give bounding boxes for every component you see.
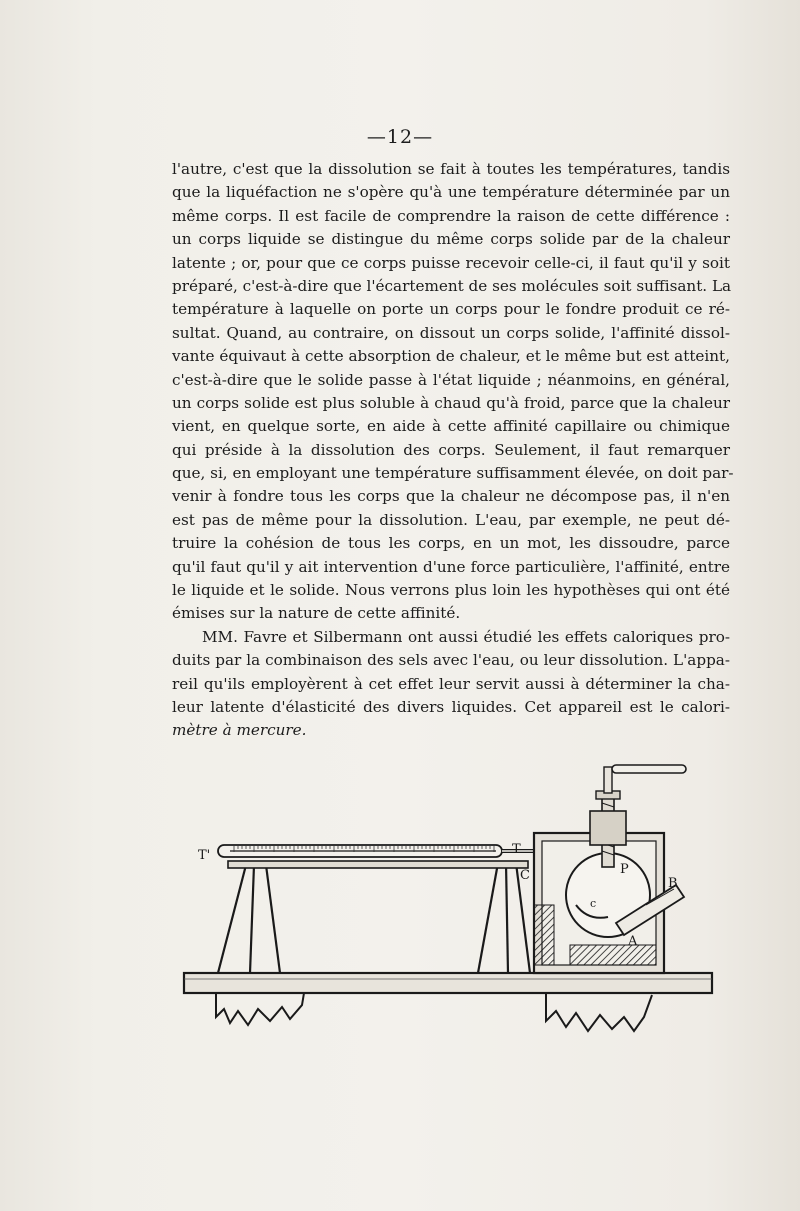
graduated-tube <box>218 845 502 857</box>
right-support <box>546 993 652 1031</box>
text-line: même corps. Il est facile de comprendre la raison de cette différence : <box>172 206 730 225</box>
text-line: vient, en quelque sorte, en aide à cette affinité capillaire ou chimique <box>172 417 730 436</box>
page-number: —12— <box>366 126 434 148</box>
paragraph-2 <box>172 626 730 743</box>
base-board <box>184 973 712 993</box>
text-line: qu'il faut qu'il y ait intervention d'une force particulière, l'affinité, entre <box>172 557 730 576</box>
text-line: température à laquelle on porte un corps pour le fondre produit ce ré- <box>172 300 730 319</box>
text-line: duits par la combinaison des sels avec l'eau, ou leur dissolution. L'appa- <box>172 651 730 670</box>
calorimeter-figure <box>178 755 718 1055</box>
text-line: reil qu'ils employèrent à cet effet leur servit aussi à déterminer la cha- <box>172 674 730 693</box>
text-line: sultat. Quand, au contraire, on dissout un corps solide, l'affinité dissol- <box>172 323 730 342</box>
text-line: leur latente d'élasticité des divers liquides. Cet appareil est le calori- <box>172 697 730 716</box>
text-line: MM. Favre et Silbermann ont aussi étudié les effets caloriques pro- <box>202 627 730 646</box>
text-line: que la liquéfaction ne s'opère qu'à une température déterminée par un <box>172 183 730 202</box>
text-line: un corps solide est plus soluble à chaud qu'à froid, parce que la chaleur <box>172 393 730 412</box>
text-line: l'autre, c'est que la dissolution se fait à toutes les températures, tandis <box>172 160 730 178</box>
text-line: émises sur la nature de cette affinité. <box>172 604 461 623</box>
label-c-upper: C <box>520 868 530 883</box>
text-line: vante équivaut à cette absorption de chaleur, et le même but est atteint, <box>172 347 730 366</box>
text-line: qui préside à la dissolution des corps. Seulement, il faut remarquer <box>172 440 730 459</box>
support-rail <box>228 861 528 868</box>
body-text <box>172 158 734 743</box>
text-line: un corps liquide se distingue du même corps solide par de la chaleur <box>172 230 730 249</box>
label-a: A <box>628 934 638 949</box>
label-b: B <box>668 876 678 891</box>
calorimeter-drawing <box>178 755 718 1055</box>
text-line: latente ; or, pour que ce corps puisse recevoir celle-ci, il faut qu'il y soit <box>172 253 730 272</box>
paragraph-1 <box>172 158 734 626</box>
left-support <box>216 993 304 1025</box>
label-t: T <box>512 842 521 857</box>
label-t-prime: T' <box>198 848 211 863</box>
text-line: le liquide et le solide. Nous verrons plus loin les hypothèses qui ont été <box>172 581 730 600</box>
text-line: venir à fondre tous les corps que la chaleur ne décompose pas, il n'en <box>172 487 730 506</box>
text-line: que, si, en employant une température suffisamment élevée, on doit par- <box>172 464 734 483</box>
text-line: c'est-à-dire que le solide passe à l'état liquide ; néanmoins, en général, <box>172 370 730 389</box>
text-line: truire la cohésion de tous les corps, en un mot, les dissoudre, parce <box>172 534 730 553</box>
text-line: préparé, c'est-à-dire que l'écartement de ses molécules soit suffisant. La <box>172 276 732 295</box>
text-line: est pas de même pour la dissolution. L'eau, par exemple, ne peut dé- <box>172 510 730 529</box>
tripod-stand <box>218 863 530 973</box>
text-line: mètre à mercure. <box>172 721 307 740</box>
label-c-lower: c <box>590 897 597 910</box>
label-p: P <box>620 862 629 877</box>
